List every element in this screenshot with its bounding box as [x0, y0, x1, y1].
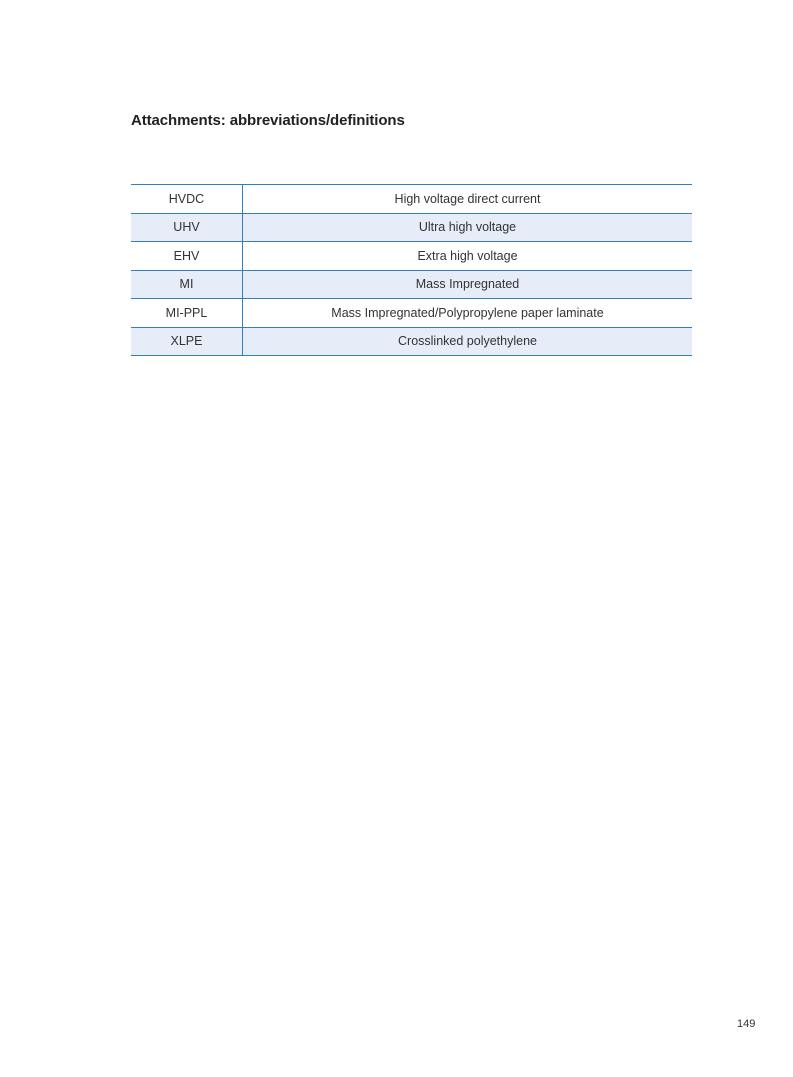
table-row	[131, 270, 692, 299]
abbreviation-cell: XLPE	[131, 327, 243, 356]
definition-cell: Ultra high voltage	[243, 213, 693, 242]
table-row	[131, 185, 692, 214]
definition-cell: High voltage direct current	[243, 185, 693, 214]
table-row	[131, 213, 692, 242]
definition-cell: Mass Impregnated	[243, 270, 693, 299]
table-row	[131, 299, 692, 328]
page-number: 149	[737, 1018, 756, 1030]
abbreviations-table	[131, 184, 692, 356]
abbreviation-cell: EHV	[131, 242, 243, 271]
abbreviation-cell: HVDC	[131, 185, 243, 214]
abbreviation-cell: MI-PPL	[131, 299, 243, 328]
table-row	[131, 242, 692, 271]
definition-cell: Extra high voltage	[243, 242, 693, 271]
table-row	[131, 327, 692, 356]
definition-cell: Mass Impregnated/Polypropylene paper laminate	[243, 299, 693, 328]
abbreviation-cell: UHV	[131, 213, 243, 242]
page-title: Attachments: abbreviations/definitions	[131, 112, 405, 129]
abbreviation-cell: MI	[131, 270, 243, 299]
definition-cell: Crosslinked polyethylene	[243, 327, 693, 356]
